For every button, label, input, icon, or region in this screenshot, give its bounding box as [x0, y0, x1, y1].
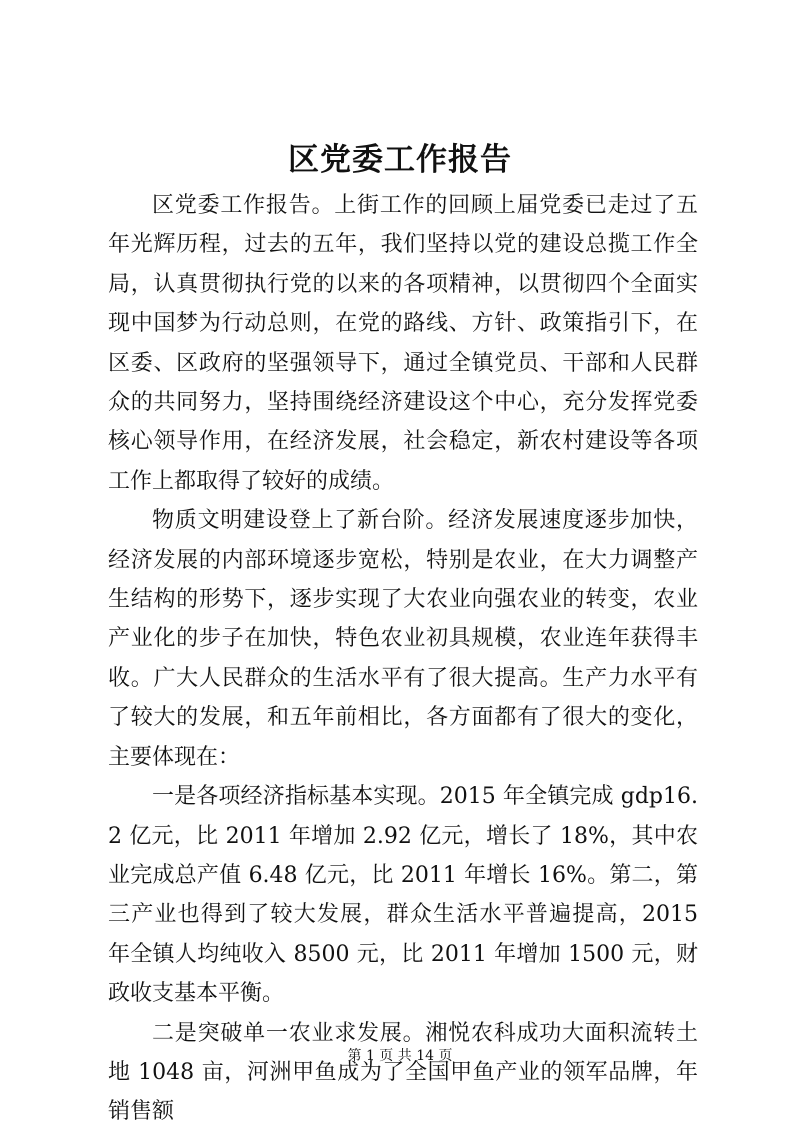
paragraph-intro: 区党委工作报告。上街工作的回顾上届党委已走过了五年光辉历程，过去的五年，我们坚持以党的建设总揽工作全局，认真贯彻执行党的以来的各项精神，以贯彻四个全面实现中国梦为行动总则，在党的路线、方针、政策指引下，在区委、区政府的坚强领导下，通过全镇党员、干部和人民群众的共同努力，坚持围绕经济建设这个中心，充分发挥党委核心领导作用，在经济发展，社会稳定，新农村建设等各项工作上都取得了较好的成绩。 [108, 193, 698, 494]
paragraph-economic-indicators: 一是各项经济指标基本实现。2015 年全镇完成 gdp16.2 亿元，比 2011 年增加 2.92 亿元，增长了 18%，其中农业完成总产值 6.48 亿元，比 2011 年增长 16%。第二，第三产业也得到了较大发展，群众生活水平普遍提高，2015 年全镇人均纯收入 8500 元，比 2011 年增加 1500 元，财政收支基本平衡。 [108, 784, 698, 1007]
paragraph-agriculture-breakthrough: 二是突破单一农业求发展。湘悦农科成功大面积流转土地 1048 亩，河洲甲鱼成为了全国甲鱼产业的领军品牌，年销售额 [108, 1020, 698, 1125]
page-footer: 第 1 页 共 14 页 [347, 1048, 453, 1064]
document-title: 区党委工作报告 [288, 142, 512, 178]
document-body [108, 186, 698, 1132]
paragraph-material-civilization: 物质文明建设登上了新台阶。经济发展速度逐步加快，经济发展的内部环境逐步宽松，特别是农业，在大力调整产生结构的形势下，逐步实现了大农业向强农业的转变，农业产业化的步子在加快，特色农业初具规模，农业连年获得丰收。广大人民群众的生活水平有了很大提高。生产力水平有了较大的发展，和五年前相比，各方面都有了很大的变化，主要体现在： [108, 508, 698, 770]
